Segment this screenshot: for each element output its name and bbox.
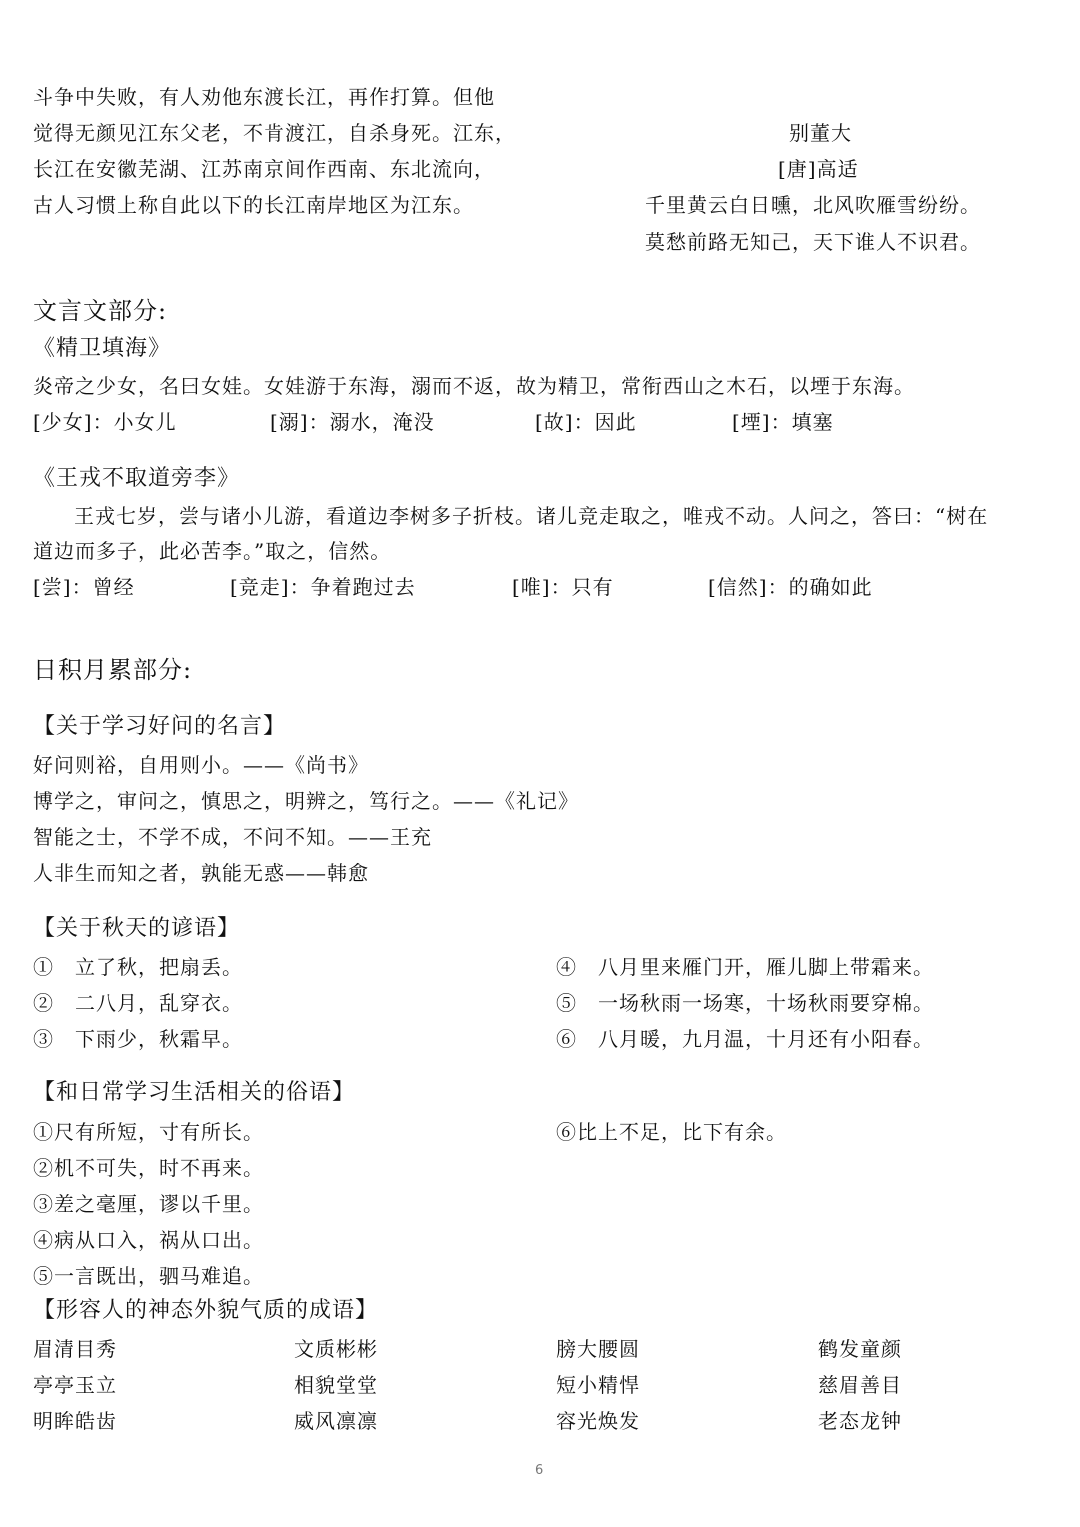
text2-note-3: [唯]：只有 — [512, 575, 614, 599]
saying-item-1: ①尺有所短，寸有所长。 — [33, 1120, 264, 1144]
autumn-item-3: ③ 下雨少，秋霜早。 — [33, 1027, 243, 1051]
saying-item-6: ⑥比上不足，比下有余。 — [556, 1120, 787, 1144]
quotes-title: 【关于学习好问的名言】 — [33, 714, 287, 739]
page-number: 6 — [535, 1463, 544, 1478]
idiom-item: 膀大腰圆 — [556, 1337, 640, 1361]
text2-note-4: [信然]：的确如此 — [708, 575, 873, 599]
autumn-item-2: ② 二八月，乱穿衣。 — [33, 991, 243, 1015]
idiom-item: 眉清目秀 — [33, 1337, 117, 1361]
text1-body: 炎帝之少女，名曰女娃。女娃游于东海，溺而不返，故为精卫，常衔西山之木石，以堙于东海。 — [33, 374, 915, 398]
idiom-item: 老态龙钟 — [818, 1409, 902, 1433]
poem-author: [唐]高适 — [778, 157, 859, 181]
text1-note-2: [溺]：溺水，淹没 — [270, 410, 435, 434]
autumn-item-1: ① 立了秋，把扇丢。 — [33, 955, 243, 979]
note-line-3: 长江在安徽芜湖、江苏南京间作西南、东北流向， — [33, 157, 495, 181]
autumn-item-6: ⑥ 八月暖，九月温，十月还有小阳春。 — [556, 1027, 934, 1051]
poem-line-1: 千里黄云白日曛，北风吹雁雪纷纷。 — [645, 193, 981, 217]
saying-item-4: ④病从口入，祸从口出。 — [33, 1228, 264, 1252]
poem-title: 别董大 — [789, 121, 852, 145]
quote-item-3: 智能之士，不学不成，不问不知。——王充 — [33, 825, 432, 849]
idiom-item: 威风凛凛 — [294, 1409, 378, 1433]
text1-note-3: [故]：因此 — [535, 410, 637, 434]
saying-item-5: ⑤一言既出，驷马难追。 — [33, 1264, 264, 1288]
idiom-item: 短小精悍 — [556, 1373, 640, 1397]
idiom-item: 文质彬彬 — [294, 1337, 378, 1361]
saying-item-2: ②机不可失，时不再来。 — [33, 1156, 264, 1180]
text1-note-1: [少女]：小女儿 — [33, 410, 177, 434]
text2-title: 《王戎不取道旁李》 — [33, 466, 241, 491]
idiom-item: 亭亭玉立 — [33, 1373, 117, 1397]
idiom-item: 容光焕发 — [556, 1409, 640, 1433]
text2-note-1: [尝]：曾经 — [33, 575, 135, 599]
idioms-title: 【形容人的神态外貌气质的成语】 — [33, 1298, 379, 1323]
sayings-title: 【和日常学习生活相关的俗语】 — [33, 1080, 356, 1105]
autumn-title: 【关于秋天的谚语】 — [33, 916, 241, 941]
autumn-item-4: ④ 八月里来雁门开，雁儿脚上带霜来。 — [556, 955, 934, 979]
autumn-item-5: ⑤ 一场秋雨一场寒，十场秋雨要穿棉。 — [556, 991, 934, 1015]
quote-item-2: 博学之，审问之，慎思之，明辨之，笃行之。——《礼记》 — [33, 789, 579, 813]
text2-body-line-1: 王戎七岁，尝与诸小儿游，看道边李树多子折枝。诸儿竞走取之，唯戎不动。人问之，答曰：“树在 — [74, 504, 989, 528]
text1-note-4: [堙]：填塞 — [732, 410, 834, 434]
idiom-item: 鹤发童颜 — [818, 1337, 902, 1361]
text2-body-line-2: 道边而多子，此必苦李。”取之，信然。 — [33, 539, 392, 563]
quote-item-4: 人非生而知之者，孰能无惑——韩愈 — [33, 861, 369, 885]
note-line-1: 斗争中失败，有人劝他东渡长江，再作打算。但他 — [33, 85, 495, 109]
text1-title: 《精卫填海》 — [33, 336, 172, 361]
idiom-item: 明眸皓齿 — [33, 1409, 117, 1433]
quote-item-1: 好问则裕，自用则小。——《尚书》 — [33, 753, 369, 777]
note-line-2: 觉得无颜见江东父老，不肯渡江，自杀身死。江东， — [33, 121, 516, 145]
saying-item-3: ③差之毫厘，谬以千里。 — [33, 1192, 264, 1216]
idiom-item: 相貌堂堂 — [294, 1373, 378, 1397]
text2-note-2: [竞走]：争着跑过去 — [230, 575, 416, 599]
classical-heading: 文言文部分: — [33, 297, 168, 325]
note-line-4: 古人习惯上称自此以下的长江南岸地区为江东。 — [33, 193, 474, 217]
idiom-item: 慈眉善目 — [818, 1373, 902, 1397]
accumulate-heading: 日积月累部分: — [33, 656, 193, 684]
poem-line-2: 莫愁前路无知己，天下谁人不识君。 — [645, 230, 981, 254]
